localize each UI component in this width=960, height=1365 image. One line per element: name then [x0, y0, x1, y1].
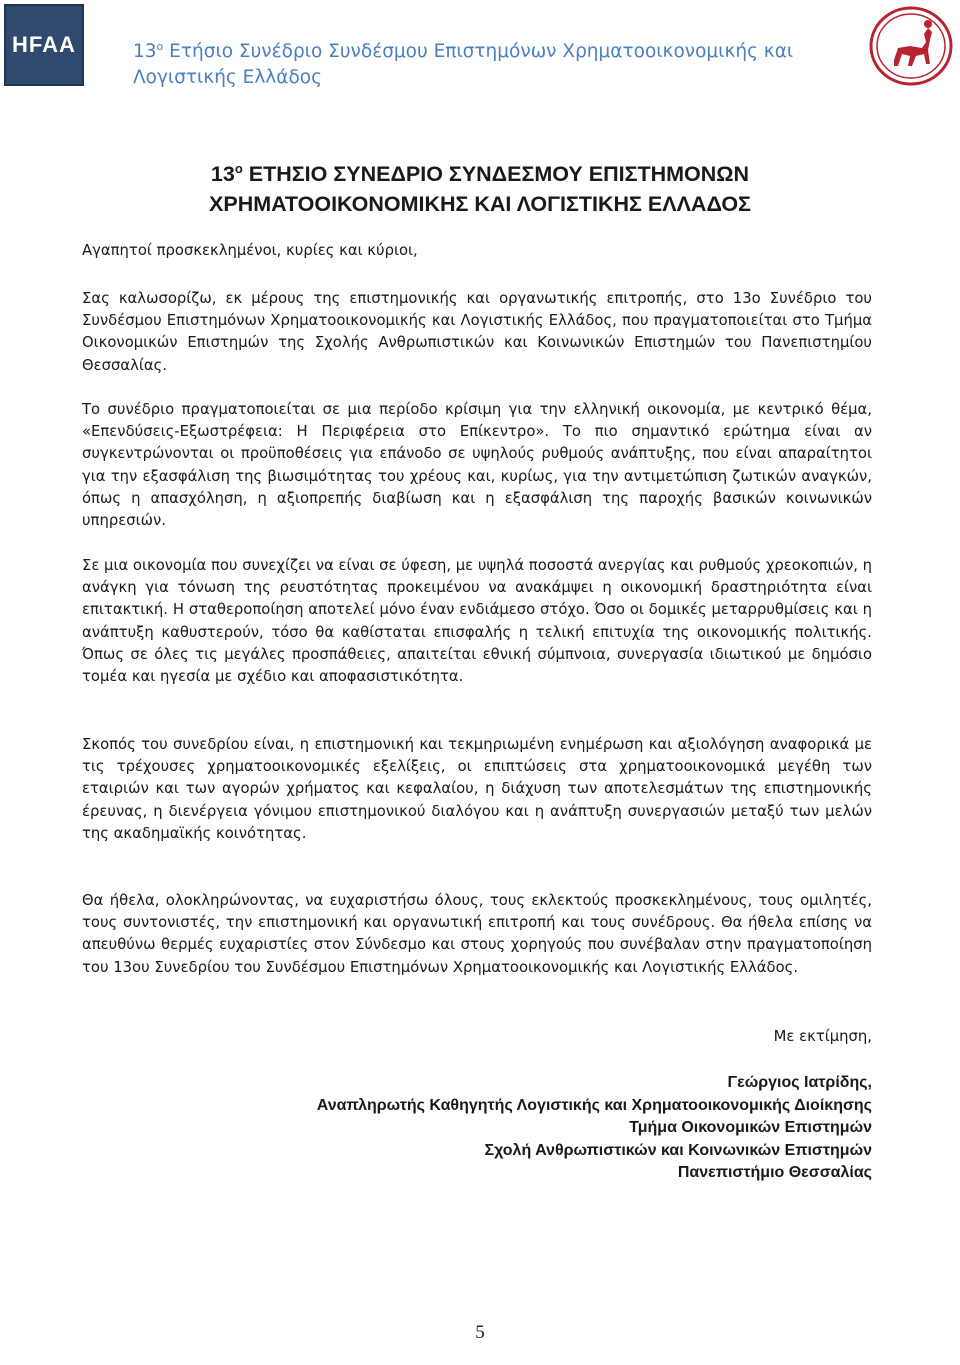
hfaa-logo-text: HFAA — [12, 32, 76, 57]
header-title-line1: Ετήσιο Συνέδριο Συνδέσμου Επιστημόνων Χρηματοοικονομικής και — [163, 41, 794, 63]
title-line2: ΧΡΗΜΑΤΟΟΙΚΟΝΟΜΙΚΗΣ ΚΑΙ ΛΟΓΙΣΤΙΚΗΣ ΕΛΛΑΔΟΣ — [209, 192, 751, 217]
paragraph-5: Θα ήθελα, ολοκληρώνοντας, να ευχαριστήσω όλους, τους εκλεκτούς προσκεκλημένους, τους ομιλητές, τους συντονιστές, την επιστημονική και οργανωτική επιτροπή και τους συνέδρους. Θα ήθελα επίσης να απευθύνω θερμές ευχαριστίες στον Σύνδεσμο και στους χορηγούς που συνέβαλαν στην πραγματοποίηση του 13ου Συνεδρίου του Συνδέσμου Επιστημόνων Χρηματοοικονομικής και Λογιστικής Ελλάδος. — [82, 892, 872, 976]
page-number: 5 — [475, 1322, 485, 1343]
signature-name: Γεώργιος Ιατρίδης, — [727, 1074, 872, 1091]
header-title — [133, 34, 833, 91]
title-number: 13 — [210, 162, 235, 187]
header-title-ordinal: ο — [156, 40, 164, 53]
closing: Με εκτίμηση, — [773, 1028, 872, 1045]
header-title-number: 13 — [133, 41, 157, 63]
paragraph-4: Σκοπός του συνεδρίου είναι, η επιστημονική και τεκμηριωμένη ενημέρωση και αξιολόγηση αναφορικά με τις τρέχουσες χρηματοοικονομικές εξελίξεις, οι επιπτώσεις στα χρηματοοικονομικά μεγέθη των εταιριών και των αγορών χρήματος και κεφαλαίου, η διάχυση των αποτελεσμάτων της επιστημονικής έρευνας, η διενέργεια γόνιμου επιστημονικού διαλόγου και η ανάπτυξη συνεργασιών μεταξύ των μελών της ακαδημαϊκής κοινότητας. — [82, 736, 872, 842]
paragraph-3: Σε μια οικονομία που συνεχίζει να είναι σε ύφεση, με υψηλά ποσοστά ανεργίας και ρυθμούς χρεοκοπιών, η ανάγκη για τόνωση της ρευστότητας προκειμένου να ανακάμψει η οικονομική δραστηριότητα είναι επιτακτική. Η σταθεροποίηση αποτελεί μόνο έναν ενδιάμεσο στόχο. Όσο οι δομικές μεταρρυθμίσεις και η ανάπτυξη καθυστερούν, τόσο θα καθίσταται επισφαλής η τελική επιτυχία της οικονομικής πολιτικής. Όπως σε όλες τις μεγάλες προσπάθειες, απαιτείται εθνική σύμπνοια, συνεργασία ιδιωτικού με δημόσιο τομέα και ηγεσία με σχέδιο και αποφασιστικότητα. — [82, 557, 872, 686]
signature-block — [317, 1072, 872, 1185]
salutation: Αγαπητοί προσκεκλημένοι, κυρίες και κύριοι, — [82, 242, 418, 259]
signature-department: Τμήμα Οικονομικών Επιστημών — [629, 1119, 872, 1136]
signature-position: Αναπληρωτής Καθηγητής Λογιστικής και Χρηματοοικονομικής Διοίκησης — [316, 1096, 872, 1114]
paragraph-1: Σας καλωσορίζω, εκ μέρους της επιστημονικής και οργανωτικής επιτροπής, στο 13ο Συνέδριο του Συνδέσμου Επιστημόνων Χρηματοοικονομικής και Λογιστικής Ελλάδος, που πραγματοποιείται στο Τμήμα Οικονομικών Επιστημών της Σχολής Ανθρωπιστικών και Κοινωνικών Επιστημών του Πανεπιστημίου Θεσσαλίας. — [82, 290, 872, 374]
document-title — [82, 154, 878, 219]
title-line1: ΕΤΗΣΙΟ ΣΥΝΕΔΡΙΟ ΣΥΝΔΕΣΜΟΥ ΕΠΙΣΤΗΜΟΝΩΝ — [242, 162, 750, 187]
university-seal-centaur-icon — [866, 4, 956, 88]
signature-school: Σχολή Ανθρωπιστικών και Κοινωνικών Επιστημών — [484, 1141, 872, 1159]
title-ordinal: ο — [234, 161, 243, 176]
hfaa-logo — [4, 4, 84, 86]
page-header — [0, 0, 960, 90]
paragraph-2: Το συνέδριο πραγματοποιείται σε μια περίοδο κρίσιμη για την ελληνική οικονομία, με κεντρικό θέμα, «Επενδύσεις-Εξωστρέφεια: Η Περιφέρεια στο Επίκεντρο». Το πιο σημαντικό ερώτημα είναι αν συγκεντρώνονται οι προϋποθέσεις για επάνοδο σε υψηλούς ρυθμούς ανάπτυξης, που είναι απαραίτητοι για την εξασφάλιση της βιωσιμότητας του χρέους και, κυρίως, για την αντιμετώπιση ζωτικών αναγκών, όπως η απασχόληση, η αξιοπρεπής διαβίωση και η εξασφάλιση της παροχής βασικών κοινωνικών υπηρεσιών. — [82, 401, 872, 530]
signature-university: Πανεπιστήμιο Θεσσαλίας — [677, 1164, 872, 1181]
header-title-line2: Λογιστικής Ελλάδος — [133, 67, 322, 89]
